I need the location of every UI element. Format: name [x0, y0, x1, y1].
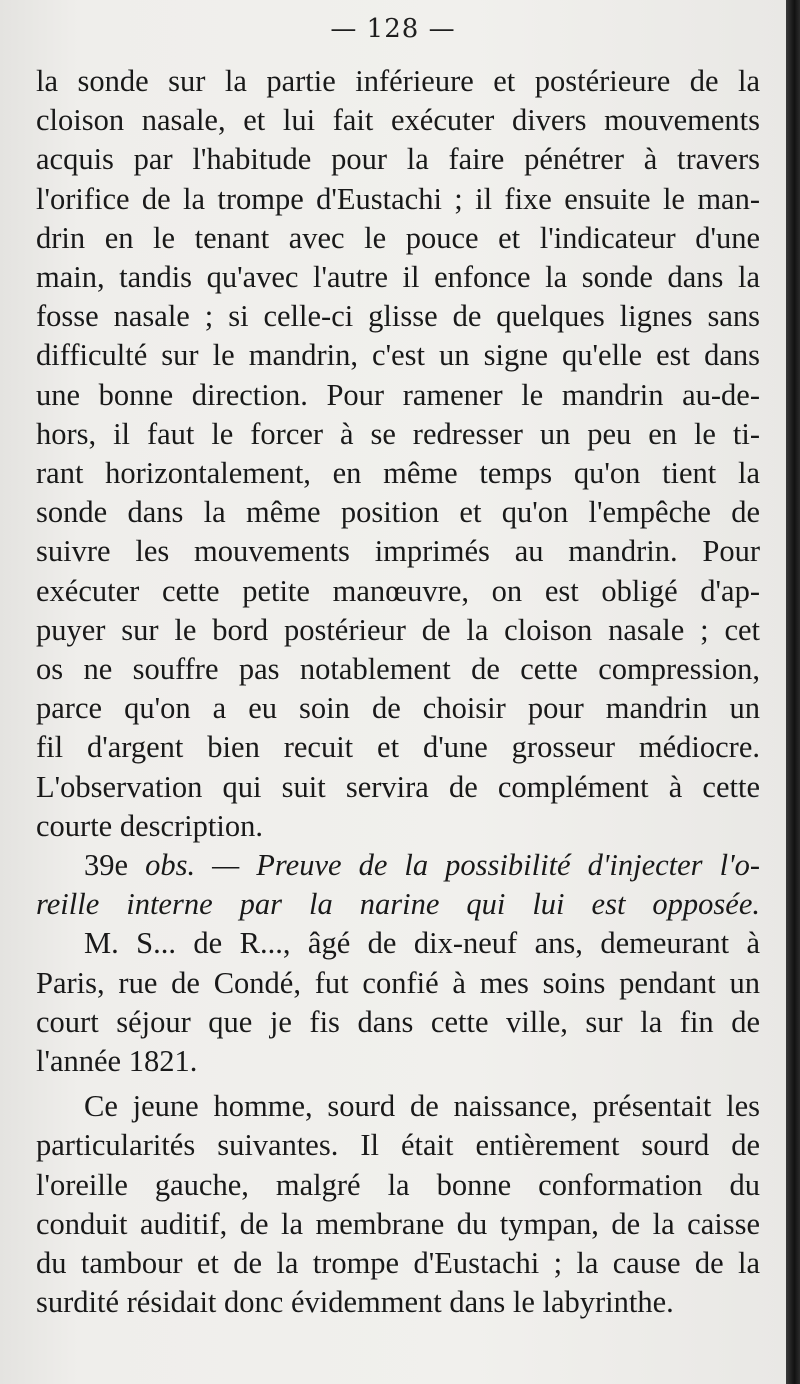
text-line: difficulté sur le mandrin, c'est un signe qu'elle est dans: [36, 338, 760, 373]
text-line: court séjour que je fis dans cette ville, sur la fin de: [36, 1004, 760, 1039]
observation-heading-line: [36, 846, 760, 885]
text-line: l'année 1821.: [36, 1044, 198, 1079]
observation-label: obs.: [145, 848, 196, 883]
page-body: [36, 62, 760, 1323]
text-line: sonde dans la même position et qu'on l'empêche de: [36, 495, 760, 530]
text-line: drin en le tenant avec le pouce et l'indicateur d'une: [36, 220, 760, 255]
text-line: l'orifice de la trompe d'Eustachi ; il fixe ensuite le man-: [36, 181, 760, 216]
paragraph-1: [36, 62, 760, 846]
paragraph-2: [36, 924, 760, 1081]
text-line: L'observation qui suit servira de complément à cette: [36, 769, 760, 804]
paragraph-3: [36, 1087, 760, 1322]
text-line: conduit auditif, de la membrane du tympan, de la caisse: [36, 1206, 760, 1241]
text-line: fil d'argent bien recuit et d'une grosseur médiocre.: [36, 730, 760, 765]
text-line: surdité résidait donc évidemment dans le labyrinthe.: [36, 1285, 674, 1320]
observation-heading: [36, 846, 760, 924]
observation-number: 39e: [84, 848, 129, 883]
text-line: rant horizontalement, en même temps qu'on tient la: [36, 456, 760, 491]
text-line: exécuter cette petite manœuvre, on est obligé d'ap-: [36, 573, 760, 608]
observation-title-continued: reille interne par la narine qui lui est opposée.: [36, 887, 760, 922]
text-line: hors, il faut le forcer à se redresser un peu en le ti-: [36, 416, 760, 451]
text-line: acquis par l'habitude pour la faire pénétrer à travers: [36, 142, 760, 177]
text-line: fosse nasale ; si celle-ci glisse de quelques lignes sans: [36, 299, 760, 334]
text-line: suivre les mouvements imprimés au mandrin. Pour: [36, 534, 760, 569]
text-line: M. S... de R..., âgé de dix-neuf ans, demeurant à: [84, 926, 760, 961]
text-line: une bonne direction. Pour ramener le mandrin au-de-: [36, 377, 760, 412]
text-line: os ne souffre pas notablement de cette compression,: [36, 652, 760, 687]
page-edge-shadow: [786, 0, 800, 1384]
text-line: main, tandis qu'avec l'autre il enfonce la sonde dans la: [36, 260, 760, 295]
text-line: la sonde sur la partie inférieure et postérieure de la: [36, 64, 760, 98]
text-line: Paris, rue de Condé, fut confié à mes soins pendant un: [36, 965, 760, 1000]
text-line: courte description.: [36, 808, 263, 843]
text-line: Ce jeune homme, sourd de naissance, présentait les: [84, 1089, 760, 1124]
observation-title: — Preuve de la possibilité d'injecter l'o-: [212, 848, 760, 883]
page-number: — 128 —: [330, 14, 456, 44]
text-line: l'oreille gauche, malgré la bonne conformation du: [36, 1167, 760, 1202]
text-line: puyer sur le bord postérieur de la cloison nasale ; cet: [36, 612, 760, 647]
text-line: cloison nasale, et lui fait exécuter divers mouvements: [36, 103, 760, 138]
text-line: particularités suivantes. Il était entièrement sourd de: [36, 1128, 760, 1163]
text-line: parce qu'on a eu soin de choisir pour mandrin un: [36, 691, 760, 726]
text-line: du tambour et de la trompe d'Eustachi ; la cause de la: [36, 1246, 760, 1281]
